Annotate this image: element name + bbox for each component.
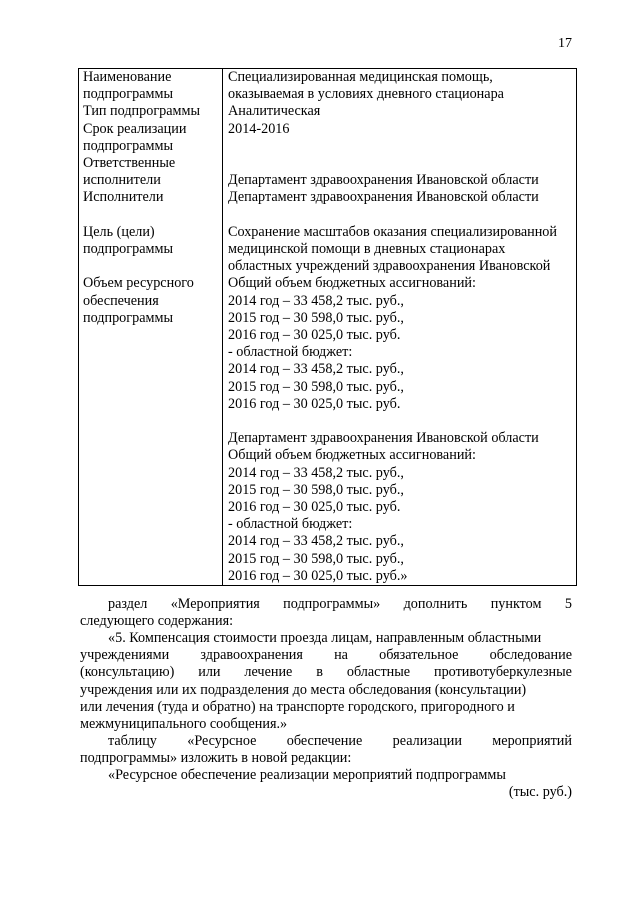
justified-line: таблицу «Ресурсное обеспечение реализации мероприятий [108,733,572,749]
passport-label-cell [79,103,223,120]
passport-value-cell [223,155,577,189]
passport-value-line [228,413,576,430]
paragraph-last-line: подпрограммы» изложить в новой редакции: [80,750,352,767]
passport-value-line: - областной бюджет: [228,516,353,533]
passport-value-line: 2015 год – 30 598,0 тыс. руб., [228,550,404,567]
passport-value-line: оказываемая в условиях дневного стационара [228,86,504,103]
spacer [83,207,222,224]
passport-label-line: подпрограммы [83,241,173,258]
passport-value-cell [223,103,577,120]
passport-label-line: Исполнители [83,189,164,206]
passport-value-line: Департамент здравоохранения Ивановской области [228,189,539,206]
passport-row [79,207,577,276]
item-5-paragraph [80,630,572,733]
passport-label-line: исполнители [83,172,161,189]
passport-value-line: 2014 год – 33 458,2 тыс. руб., [228,292,404,309]
spacer [228,155,576,172]
passport-value-cell [223,275,577,585]
passport-value-line: 2015 год – 30 598,0 тыс. руб., [228,378,404,395]
passport-value-line: медицинской помощи в дневных стационарах [228,241,506,258]
passport-value-line: 2016 год – 30 025,0 тыс. руб. [228,499,401,516]
section-addition-paragraph [80,596,572,630]
passport-row [79,155,577,189]
passport-value-cell [223,207,577,276]
passport-label-cell [79,69,223,104]
passport-row [79,103,577,120]
page-number: 17 [558,36,572,51]
paragraph-last-line: межмуниципального сообщения.» [80,716,288,733]
passport-label-line: Объем ресурсного [83,275,194,292]
passport-label-cell [79,121,223,155]
passport-label-line: подпрограммы [83,86,173,103]
passport-value-line: 2014 год – 33 458,2 тыс. руб., [228,464,404,481]
passport-label-line: Срок реализации [83,120,187,137]
passport-label-line: подпрограммы [83,137,173,154]
passport-label-line: обеспечения [83,292,159,309]
passport-label-cell [79,155,223,189]
passport-value-line: 2016 год – 30 025,0 тыс. руб.» [228,567,408,584]
passport-row [79,121,577,155]
passport-row [79,189,577,206]
justified-line: (консультацию) или лечение в областные противотуберкулезные [80,664,572,681]
passport-value-line: 2014 год – 33 458,2 тыс. руб., [228,361,404,378]
passport-value-line: областных учреждений здравоохранения Ивановской [228,258,551,275]
passport-label-cell [79,275,223,585]
passport-value-line: Департамент здравоохранения Ивановской области [228,430,539,447]
justified-line: учреждениями здравоохранения на обязательное обследование [80,647,572,664]
justified-line: раздел «Мероприятия подпрограммы» дополнить пунктом 5 [108,596,572,612]
passport-label-line: Тип подпрограммы [83,103,201,120]
passport-value-cell [223,189,577,206]
passport-value-line: 2016 год – 30 025,0 тыс. руб. [228,327,401,344]
units-note: (тыс. руб.) [508,784,572,801]
passport-label-cell [79,207,223,276]
passport-value-cell [223,69,577,104]
justified-line: или лечения (туда и обратно) на транспорте городского, пригородного и [80,698,515,715]
passport-label-cell [79,189,223,206]
passport-value-line: Департамент здравоохранения Ивановской области [228,172,539,189]
passport-value-line: Специализированная медицинская помощь, [228,69,493,85]
table-title: «Ресурсное обеспечение реализации мероприятий подпрограммы (тыс. руб.) [80,767,572,801]
justified-line: «5. Компенсация стоимости проезда лицам, направленным областными [108,630,542,646]
passport-label-line: подпрограммы [83,309,173,326]
spacer [228,207,576,224]
passport-value-line: 2016 год – 30 025,0 тыс. руб. [228,395,401,412]
passport-value-line: Общий объем бюджетных ассигнований: [228,275,476,292]
passport-value-line: 2015 год – 30 598,0 тыс. руб., [228,309,404,326]
paragraph-last-line: следующего содержания: [80,613,234,630]
passport-value-line: Сохранение масштабов оказания специализированной [228,223,557,240]
passport-label-line: Цель (цели) [83,223,155,240]
passport-value-cell [223,121,577,155]
passport-label-line: Ответственные [83,155,176,172]
table-replacement-paragraph [80,733,572,767]
passport-value-line: Общий объем бюджетных ассигнований: [228,447,476,464]
passport-value-line: 2015 год – 30 598,0 тыс. руб., [228,481,404,498]
passport-label-line: Наименование [83,69,172,85]
passport-value-line: - областной бюджет: [228,344,353,361]
passport-value-line: Аналитическая [228,103,321,120]
passport-row [79,69,577,104]
passport-row [79,275,577,585]
subprogram-passport-table [78,68,577,586]
justified-line: учреждения или их подразделения до места обследования (консультации) [80,681,527,698]
passport-value-line: 2014-2016 [228,120,290,137]
passport-value-line: 2014 год – 33 458,2 тыс. руб., [228,533,404,550]
